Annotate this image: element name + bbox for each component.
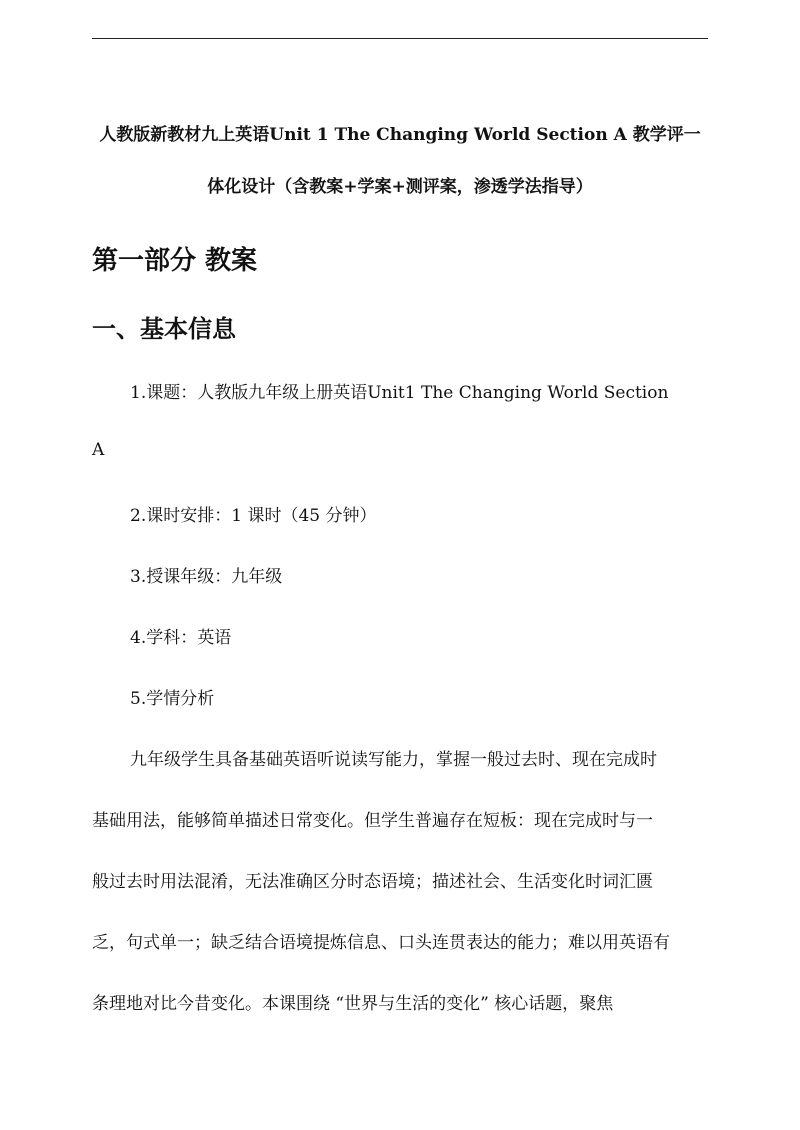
paragraph-line: 乏，句式单一；缺乏结合语境提炼信息、口头连贯表达的能力；难以用英语有 (92, 933, 670, 953)
part-heading: 第一部分 教案 (92, 246, 258, 276)
item-learner-analysis: 5.学情分析 (130, 689, 215, 709)
section-heading: 一、基本信息 (92, 314, 236, 343)
paragraph-line: 九年级学生具备基础英语听说读写能力，掌握一般过去时、现在完成时 (130, 750, 657, 770)
paragraph-line: 条理地对比今昔变化。本课围绕 “世界与生活的变化” 核心话题，聚焦 (92, 994, 614, 1014)
item-schedule: 2.课时安排：1 课时（45 分钟） (130, 506, 377, 526)
item-topic-line-2: A (92, 440, 105, 460)
item-subject: 4.学科：英语 (130, 628, 232, 648)
paragraph-line: 基础用法，能够简单描述日常变化。但学生普遍存在短板：现在完成时与一 (92, 811, 653, 831)
item-topic-line-1: 1.课题：人教版九年级上册英语Unit1 The Changing World Section (130, 383, 669, 403)
document-title-line-2: 体化设计（含教案+学案+测评案，渗透学法指导） (207, 177, 593, 197)
header-rule (92, 38, 708, 39)
paragraph-line: 般过去时用法混淆，无法准确区分时态语境；描述社会、生活变化时词汇匮 (92, 872, 653, 892)
document-title-line-1: 人教版新教材九上英语Unit 1 The Changing World Section A 教学评一 (99, 125, 701, 145)
item-grade: 3.授课年级：九年级 (130, 567, 283, 587)
